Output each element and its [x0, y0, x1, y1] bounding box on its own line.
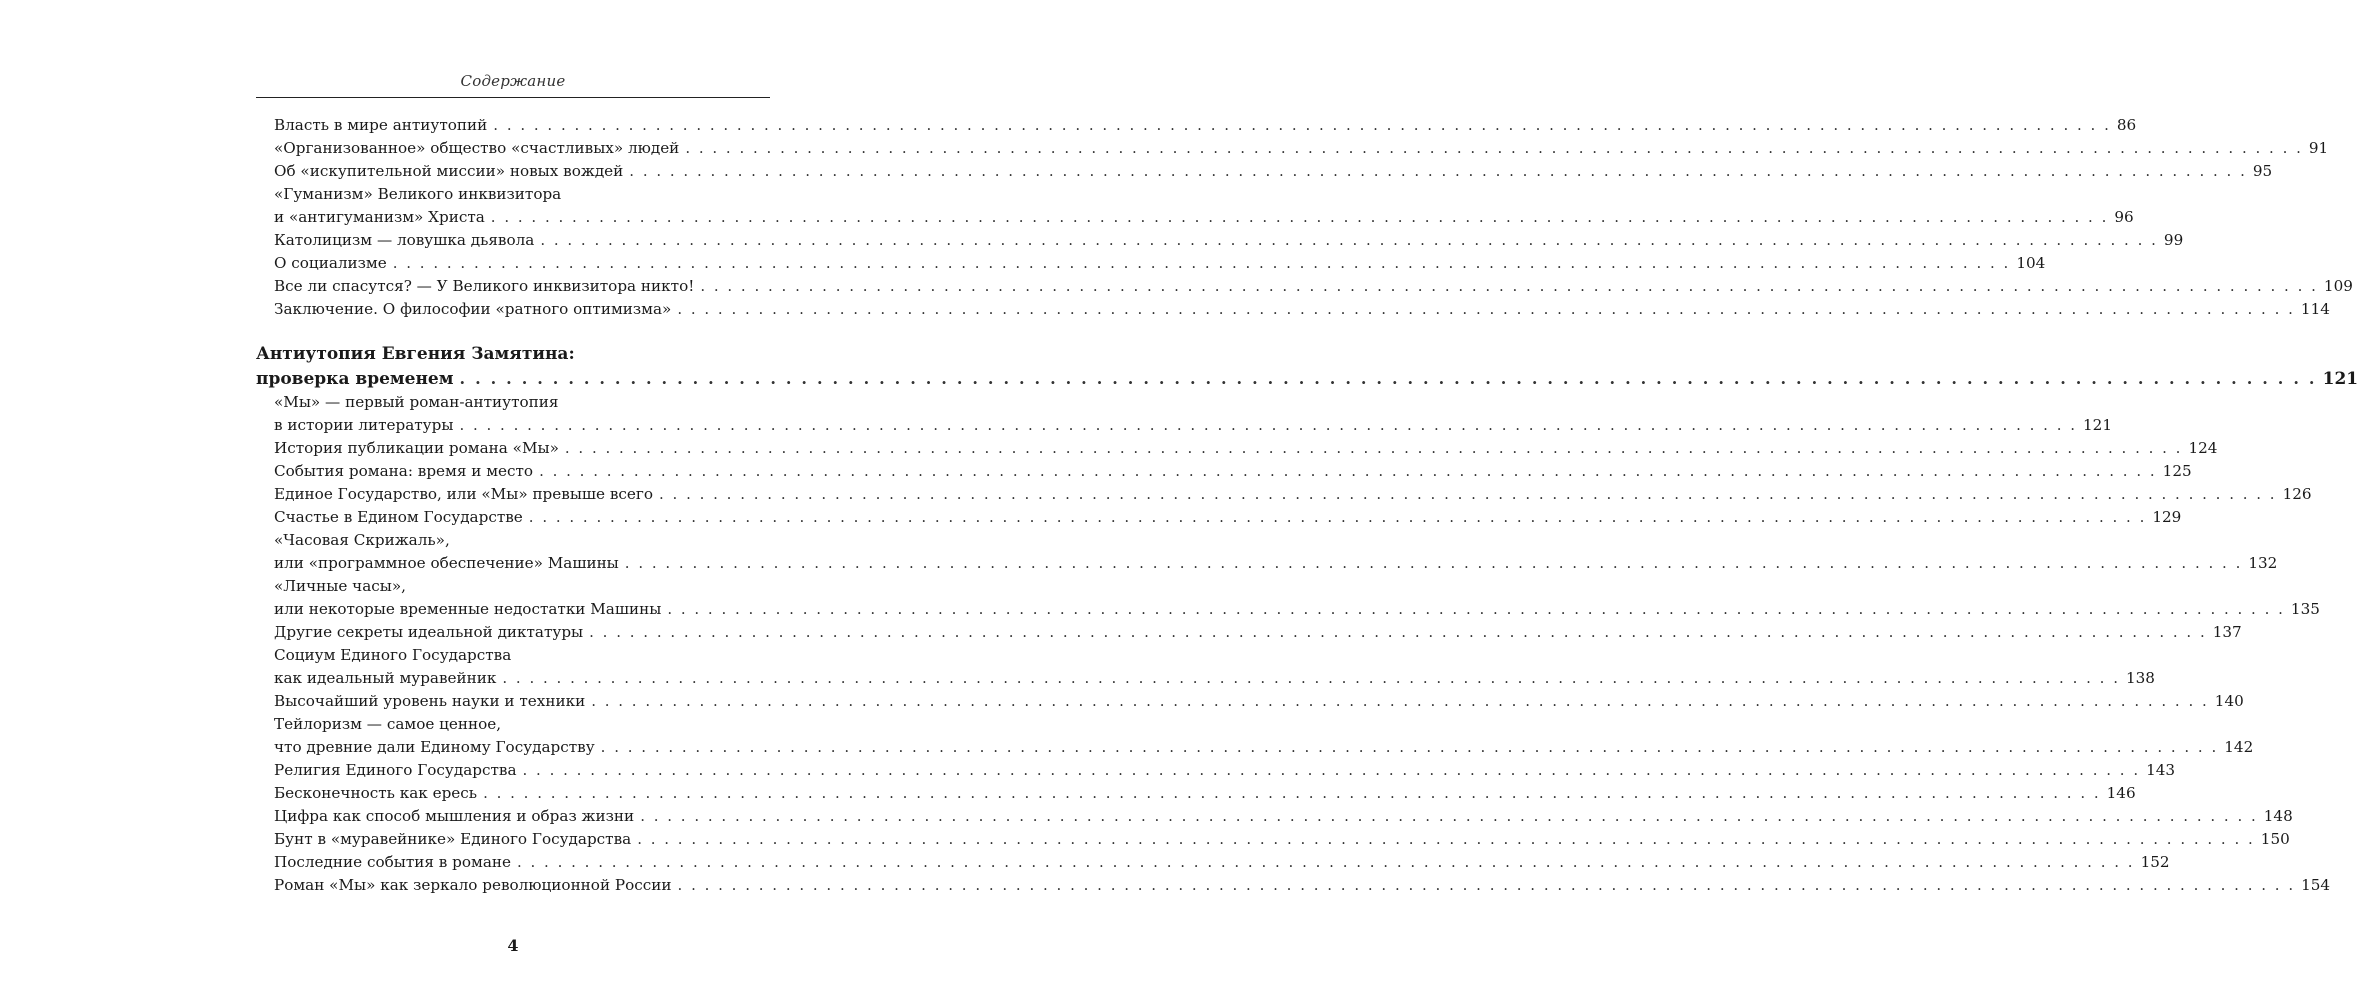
- toc-entry-page: 135: [2290, 600, 2320, 618]
- toc-entry: [256, 667, 2155, 690]
- toc-entry-title: Счастье в Едином Государстве: [274, 508, 523, 526]
- dot-leader: . . . . . . . . . . . . . . . . . . . . . . . . . . . . . . . . . . . . . . . . . . . . . . . . . . . . . . . . . . . . . . . . . . . . . . . . . . . . . . . . . . . . . . . . . . . . . . . . . . . . . . . . . . . . . . . . . . . . . . . .: [516, 853, 2135, 871]
- toc-entry: [256, 828, 2290, 851]
- toc-entry-title: Последние события в романе: [274, 853, 511, 871]
- dot-leader: . . . . . . . . . . . . . . . . . . . . . . . . . . . . . . . . . . . . . . . . . . . . . . . . . . . . . . . . . . . . . . . . . . . . . . . . . . . . . . . . . . . . . . . . . . . . . . . . . . . . . . . . . . . . . . . . . . . . . . . .: [459, 369, 2317, 388]
- toc-entry-title: в истории литературы: [274, 416, 454, 434]
- toc-entry: [256, 874, 2331, 897]
- dot-leader: . . . . . . . . . . . . . . . . . . . . . . . . . . . . . . . . . . . . . . . . . . . . . . . . . . . . . . . . . . . . . . . . . . . . . . . . . . . . . . . . . . . . . . . . . . . . . . . . . . . . . . . . . . . . . . . . . . . . . . . .: [667, 600, 2285, 618]
- toc-entry-title: Другие секреты идеальной диктатуры: [274, 623, 584, 641]
- dot-leader: . . . . . . . . . . . . . . . . . . . . . . . . . . . . . . . . . . . . . . . . . . . . . . . . . . . . . . . . . . . . . . . . . . . . . . . . . . . . . . . . . . . . . . . . . . . . . . . . . . . . . . . . . . . . . . . . . . . . . . . .: [677, 300, 2295, 318]
- dot-leader: . . . . . . . . . . . . . . . . . . . . . . . . . . . . . . . . . . . . . . . . . . . . . . . . . . . . . . . . . . . . . . . . . . . . . . . . . . . . . . . . . . . . . . . . . . . . . . . . . . . . . . . . . . . . . . . . . . . . . . . .: [640, 807, 2258, 825]
- toc-entry: [256, 206, 2134, 229]
- toc-entry-title: Все ли спасутся? — У Великого инквизитора никто!: [274, 277, 695, 295]
- toc-entry-page: 91: [2308, 139, 2329, 157]
- toc-entry: [256, 275, 2353, 298]
- toc-entry-title: Католицизм — ловушка дьявола: [274, 231, 535, 249]
- toc-entry-page: 96: [2114, 208, 2134, 226]
- toc-entry: [256, 759, 2176, 782]
- toc-entry-title: и «антигуманизм» Христа: [274, 208, 485, 226]
- toc-entry: [256, 114, 2137, 137]
- dot-leader: . . . . . . . . . . . . . . . . . . . . . . . . . . . . . . . . . . . . . . . . . . . . . . . . . . . . . . . . . . . . . . . . . . . . . . . . . . . . . . . . . . . . . . . . . . . . . . . . . . . . . . . . . . . . . . . . . . . . . . . .: [528, 508, 2147, 526]
- toc-entry-page: 152: [2140, 853, 2170, 871]
- toc-entry: [256, 414, 2113, 437]
- toc-group-2: [256, 391, 2331, 897]
- toc-entry-page: 114: [2300, 300, 2330, 318]
- dot-leader: . . . . . . . . . . . . . . . . . . . . . . . . . . . . . . . . . . . . . . . . . . . . . . . . . . . . . . . . . . . . . . . . . . . . . . . . . . . . . . . . . . . . . . . . . . . . . . . . . . . . . . . . . . . . . . . . . . . . . . . .: [685, 139, 2303, 157]
- toc-entry: [256, 805, 2293, 828]
- toc-entry-title: Бунт в «муравейнике» Единого Государства: [274, 830, 632, 848]
- toc-entry-page: 140: [2214, 692, 2244, 710]
- toc-entry-first-line: Социум Единого Государства: [274, 646, 512, 664]
- section-gap: [256, 321, 770, 342]
- running-header: Содержание: [460, 72, 566, 90]
- toc-entry: [256, 298, 2330, 321]
- dot-leader: . . . . . . . . . . . . . . . . . . . . . . . . . . . . . . . . . . . . . . . . . . . . . . . . . . . . . . . . . . . . . . . . . . . . . . . . . . . . . . . . . . . . . . . . . . . . . . . . . . . . . . . . . . . . . . . . . . . . . . . .: [637, 830, 2255, 848]
- dot-leader: . . . . . . . . . . . . . . . . . . . . . . . . . . . . . . . . . . . . . . . . . . . . . . . . . . . . . . . . . . . . . . . . . . . . . . . . . . . . . . . . . . . . . . . . . . . . . . . . . . . . . . . . . . . . . . . . . . . . . . . .: [624, 554, 2243, 572]
- toc-entry-title: или некоторые временные недостатки Машины: [274, 600, 662, 618]
- dot-leader: . . . . . . . . . . . . . . . . . . . . . . . . . . . . . . . . . . . . . . . . . . . . . . . . . . . . . . . . . . . . . . . . . . . . . . . . . . . . . . . . . . . . . . . . . . . . . . . . . . . . . . . . . . . . . . . . . . . . . . . .: [493, 116, 2111, 134]
- toc-entry-title: Об «искупительной миссии» новых вождей: [274, 162, 624, 180]
- dot-leader: . . . . . . . . . . . . . . . . . . . . . . . . . . . . . . . . . . . . . . . . . . . . . . . . . . . . . . . . . . . . . . . . . . . . . . . . . . . . . . . . . . . . . . . . . . . . . . . . . . . . . . . . . . . . . . . . . . . . . . . .: [522, 761, 2141, 779]
- section-title: проверка временем: [256, 369, 454, 389]
- dot-leader: . . . . . . . . . . . . . . . . . . . . . . . . . . . . . . . . . . . . . . . . . . . . . . . . . . . . . . . . . . . . . . . . . . . . . . . . . . . . . . . . . . . . . . . . . . . . . . . . . . . . . . . . . . . . . . . . . . . . . . . .: [540, 231, 2158, 249]
- toc-entry-first-line: Тейлоризм — самое ценное,: [274, 715, 502, 733]
- toc-entry-page: 126: [2282, 485, 2312, 503]
- toc-entry-title: История публикации романа «Мы»: [274, 439, 559, 457]
- toc-entry-title: как идеальный муравейник: [274, 669, 497, 687]
- dot-leader: . . . . . . . . . . . . . . . . . . . . . . . . . . . . . . . . . . . . . . . . . . . . . . . . . . . . . . . . . . . . . . . . . . . . . . . . . . . . . . . . . . . . . . . . . . . . . . . . . . . . . . . . . . . . . . . . . . . . . . . .: [539, 462, 2157, 480]
- dot-leader: . . . . . . . . . . . . . . . . . . . . . . . . . . . . . . . . . . . . . . . . . . . . . . . . . . . . . . . . . . . . . . . . . . . . . . . . . . . . . . . . . . . . . . . . . . . . . . . . . . . . . . . . . . . . . . . . . . . . . . . .: [629, 162, 2247, 180]
- toc-entry: [256, 137, 2329, 160]
- page-number: 4: [507, 936, 519, 955]
- toc-entry-title: Высочайший уровень науки и техники: [274, 692, 586, 710]
- toc-entry-first-line: «Личные часы»,: [274, 577, 406, 595]
- toc-entry-title: События романа: время и место: [274, 462, 534, 480]
- dot-leader: . . . . . . . . . . . . . . . . . . . . . . . . . . . . . . . . . . . . . . . . . . . . . . . . . . . . . . . . . . . . . . . . . . . . . . . . . . . . . . . . . . . . . . . . . . . . . . . . . . . . . . . . . . . . . . . . . . . . . . . .: [659, 485, 2277, 503]
- toc-entry: [256, 690, 2244, 713]
- dot-leader: . . . . . . . . . . . . . . . . . . . . . . . . . . . . . . . . . . . . . . . . . . . . . . . . . . . . . . . . . . . . . . . . . . . . . . . . . . . . . . . . . . . . . . . . . . . . . . . . . . . . . . . . . . . . . . . . . . . . . . . .: [700, 277, 2318, 295]
- toc-entry-page: 109: [2323, 277, 2353, 295]
- toc-entry-page: 137: [2212, 623, 2242, 641]
- dot-leader: . . . . . . . . . . . . . . . . . . . . . . . . . . . . . . . . . . . . . . . . . . . . . . . . . . . . . . . . . . . . . . . . . . . . . . . . . . . . . . . . . . . . . . . . . . . . . . . . . . . . . . . . . . . . . . . . . . . . . . . .: [677, 876, 2296, 894]
- toc-entry: [256, 552, 2278, 575]
- toc-entry: [256, 851, 2170, 874]
- toc-entry-title: Бесконечность как ересь: [274, 784, 478, 802]
- toc-entry-page: 143: [2146, 761, 2176, 779]
- toc-entry-page: 121: [2083, 416, 2113, 434]
- dot-leader: . . . . . . . . . . . . . . . . . . . . . . . . . . . . . . . . . . . . . . . . . . . . . . . . . . . . . . . . . . . . . . . . . . . . . . . . . . . . . . . . . . . . . . . . . . . . . . . . . . . . . . . . . . . . . . . . . . . . . . . .: [591, 692, 2209, 710]
- toc-entry-title: Заключение. О философии «ратного оптимизма»: [274, 300, 672, 318]
- toc-entry-title: или «программное обеспечение» Машины: [274, 554, 619, 572]
- dot-leader: . . . . . . . . . . . . . . . . . . . . . . . . . . . . . . . . . . . . . . . . . . . . . . . . . . . . . . . . . . . . . . . . . . . . . . . . . . . . . . . . . . . . . . . . . . . . . . . . . . . . . . . . . . . . . . . . . . . . . . . .: [392, 254, 2011, 272]
- dot-leader: . . . . . . . . . . . . . . . . . . . . . . . . . . . . . . . . . . . . . . . . . . . . . . . . . . . . . . . . . . . . . . . . . . . . . . . . . . . . . . . . . . . . . . . . . . . . . . . . . . . . . . . . . . . . . . . . . . . . . . . .: [483, 784, 2101, 802]
- toc-entry-title: О социализме: [274, 254, 387, 272]
- table-of-contents: [256, 114, 2358, 897]
- toc-entry-page: 124: [2188, 439, 2218, 457]
- toc-entry: [256, 160, 2273, 183]
- toc-entry: [256, 460, 2192, 483]
- toc-entry-first-line: «Гуманизм» Великого инквизитора: [274, 185, 562, 203]
- toc-entry-page: 138: [2125, 669, 2155, 687]
- dot-leader: . . . . . . . . . . . . . . . . . . . . . . . . . . . . . . . . . . . . . . . . . . . . . . . . . . . . . . . . . . . . . . . . . . . . . . . . . . . . . . . . . . . . . . . . . . . . . . . . . . . . . . . . . . . . . . . . . . . . . . . .: [459, 416, 2078, 434]
- toc-entry: [256, 483, 2312, 506]
- dot-leader: . . . . . . . . . . . . . . . . . . . . . . . . . . . . . . . . . . . . . . . . . . . . . . . . . . . . . . . . . . . . . . . . . . . . . . . . . . . . . . . . . . . . . . . . . . . . . . . . . . . . . . . . . . . . . . . . . . . . . . . .: [502, 669, 2120, 687]
- toc-entry-first-line: «Часовая Скрижаль»,: [274, 531, 450, 549]
- toc-entry-page: 142: [2224, 738, 2254, 756]
- toc-entry-page: 99: [2163, 231, 2184, 249]
- toc-entry-page: 125: [2162, 462, 2192, 480]
- toc-entry-title: Цифра как способ мышления и образ жизни: [274, 807, 635, 825]
- toc-group-1: [256, 114, 2353, 321]
- toc-entry-page: 146: [2106, 784, 2136, 802]
- dot-leader: . . . . . . . . . . . . . . . . . . . . . . . . . . . . . . . . . . . . . . . . . . . . . . . . . . . . . . . . . . . . . . . . . . . . . . . . . . . . . . . . . . . . . . . . . . . . . . . . . . . . . . . . . . . . . . . . . . . . . . . .: [564, 439, 2183, 457]
- dot-leader: . . . . . . . . . . . . . . . . . . . . . . . . . . . . . . . . . . . . . . . . . . . . . . . . . . . . . . . . . . . . . . . . . . . . . . . . . . . . . . . . . . . . . . . . . . . . . . . . . . . . . . . . . . . . . . . . . . . . . . . .: [600, 738, 2219, 756]
- toc-entry-first-line: «Мы» — первый роман-антиутопия: [274, 393, 559, 411]
- toc-entry: [256, 736, 2254, 759]
- toc-entry-page: 132: [2248, 554, 2278, 572]
- dot-leader: . . . . . . . . . . . . . . . . . . . . . . . . . . . . . . . . . . . . . . . . . . . . . . . . . . . . . . . . . . . . . . . . . . . . . . . . . . . . . . . . . . . . . . . . . . . . . . . . . . . . . . . . . . . . . . . . . . . . . . . .: [490, 208, 2109, 226]
- toc-entry-page: 148: [2263, 807, 2293, 825]
- toc-entry-title: Единое Государство, или «Мы» превыше всего: [274, 485, 653, 503]
- toc-entry-page: 154: [2301, 876, 2331, 894]
- section-title-entry: [256, 366, 2358, 391]
- toc-entry: [256, 229, 2184, 252]
- toc-entry-page: 104: [2016, 254, 2046, 272]
- toc-entry-title: Роман «Мы» как зеркало революционной России: [274, 876, 672, 894]
- dot-leader: . . . . . . . . . . . . . . . . . . . . . . . . . . . . . . . . . . . . . . . . . . . . . . . . . . . . . . . . . . . . . . . . . . . . . . . . . . . . . . . . . . . . . . . . . . . . . . . . . . . . . . . . . . . . . . . . . . . . . . . .: [589, 623, 2207, 641]
- toc-entry-title: «Организованное» общество «счастливых» людей: [274, 139, 680, 157]
- toc-entry: [256, 621, 2242, 644]
- toc-entry-title: что древние дали Единому Государству: [274, 738, 595, 756]
- toc-entry-page: 150: [2260, 830, 2290, 848]
- toc-entry-title: Власть в мире антиутопий: [274, 116, 488, 134]
- section-page-number: 121: [2322, 369, 2358, 389]
- header-rule: [256, 97, 770, 98]
- toc-entry: [256, 437, 2218, 460]
- toc-entry: [256, 782, 2136, 805]
- section-title-line1: Антиутопия Евгения Замятина:: [256, 344, 575, 364]
- toc-entry: [256, 506, 2182, 529]
- toc-entry-title: Религия Единого Государства: [274, 761, 517, 779]
- toc-entry-page: 129: [2152, 508, 2182, 526]
- toc-entry: [256, 252, 2046, 275]
- toc-entry-page: 86: [2116, 116, 2137, 134]
- toc-entry-page: 95: [2252, 162, 2273, 180]
- toc-entry: [256, 598, 2320, 621]
